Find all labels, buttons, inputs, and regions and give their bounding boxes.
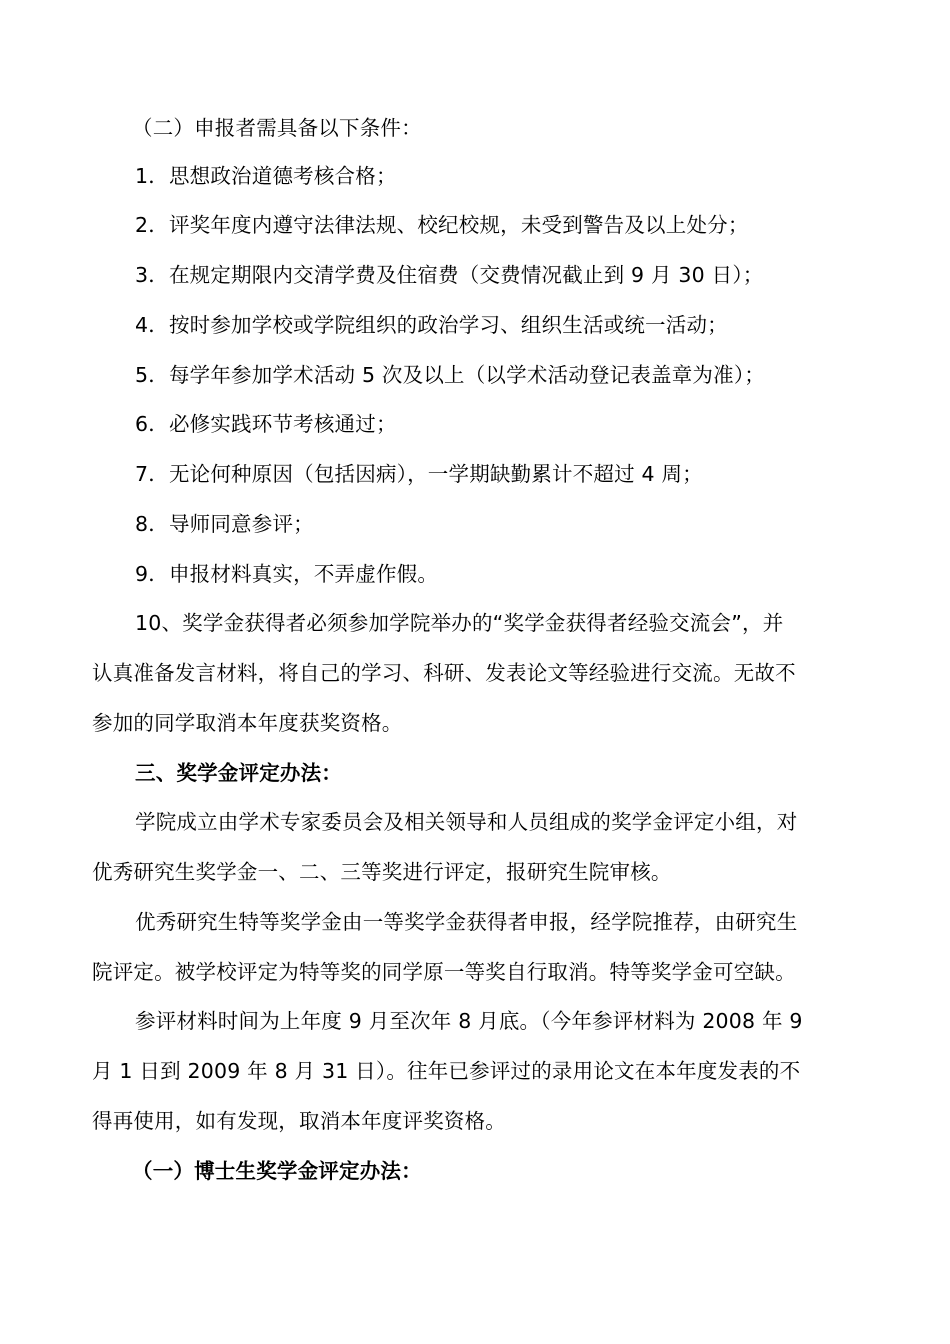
condition-item-7: 7．无论何种原因（包括因病），一学期缺勤累计不超过 4 周； (135, 462, 703, 486)
condition-item-8: 8．导师同意参评； (135, 512, 314, 536)
condition-item-10-line-3: 参加的同学取消本年度获奖资格。 (92, 711, 403, 735)
condition-item-3: 3．在规定期限内交清学费及住宿费（交费情况截止到 9 月 30 日）； (135, 263, 764, 287)
condition-item-10-line-2: 认真准备发言材料，将自己的学习、科研、发表论文等经验进行交流。无故不 (92, 661, 796, 685)
paragraph-committee-line-1: 学院成立由学术专家委员会及相关领导和人员组成的奖学金评定小组，对 (135, 810, 798, 834)
condition-item-1: 1．思想政治道德考核合格； (135, 164, 397, 188)
paragraph-special-award-line-2: 院评定。被学校评定为特等奖的同学原一等奖自行取消。特等奖学金可空缺。 (92, 960, 796, 984)
condition-item-5: 5．每学年参加学术活动 5 次及以上（以学术活动登记表盖章为准）； (135, 363, 765, 387)
condition-item-6: 6．必修实践环节考核通过； (135, 412, 397, 436)
section-heading-evaluation: 三、奖学金评定办法： (135, 761, 342, 785)
condition-item-9: 9．申报材料真实，不弄虚作假。 (135, 562, 439, 586)
paragraph-period-line-1: 参评材料时间为上年度 9 月至次年 8 月底。（今年参评材料为 2008 年 9 (135, 1009, 803, 1033)
condition-item-10-line-1: 10、奖学金获得者必须参加学院举办的“奖学金获得者经验交流会”，并 (135, 611, 784, 635)
paragraph-period-line-2: 月 1 日到 2009 年 8 月 31 日）。往年已参评过的录用论文在本年度发表的不 (92, 1059, 801, 1083)
subsection-heading-doctoral: （一）博士生奖学金评定办法： (132, 1159, 422, 1183)
paragraph-period-line-3: 得再使用，如有发现，取消本年度评奖资格。 (92, 1109, 506, 1133)
paragraph-special-award-line-1: 优秀研究生特等奖学金由一等奖学金获得者申报，经学院推荐，由研究生 (135, 910, 798, 934)
condition-item-2: 2．评奖年度内遵守法律法规、校纪校规，未受到警告及以上处分； (135, 213, 749, 237)
subsection-heading-conditions: （二）申报者需具备以下条件： (132, 116, 422, 140)
paragraph-committee-line-2: 优秀研究生奖学金一、二、三等奖进行评定，报研究生院审核。 (92, 860, 672, 884)
condition-item-4: 4．按时参加学校或学院组织的政治学习、组织生活或统一活动； (135, 313, 728, 337)
